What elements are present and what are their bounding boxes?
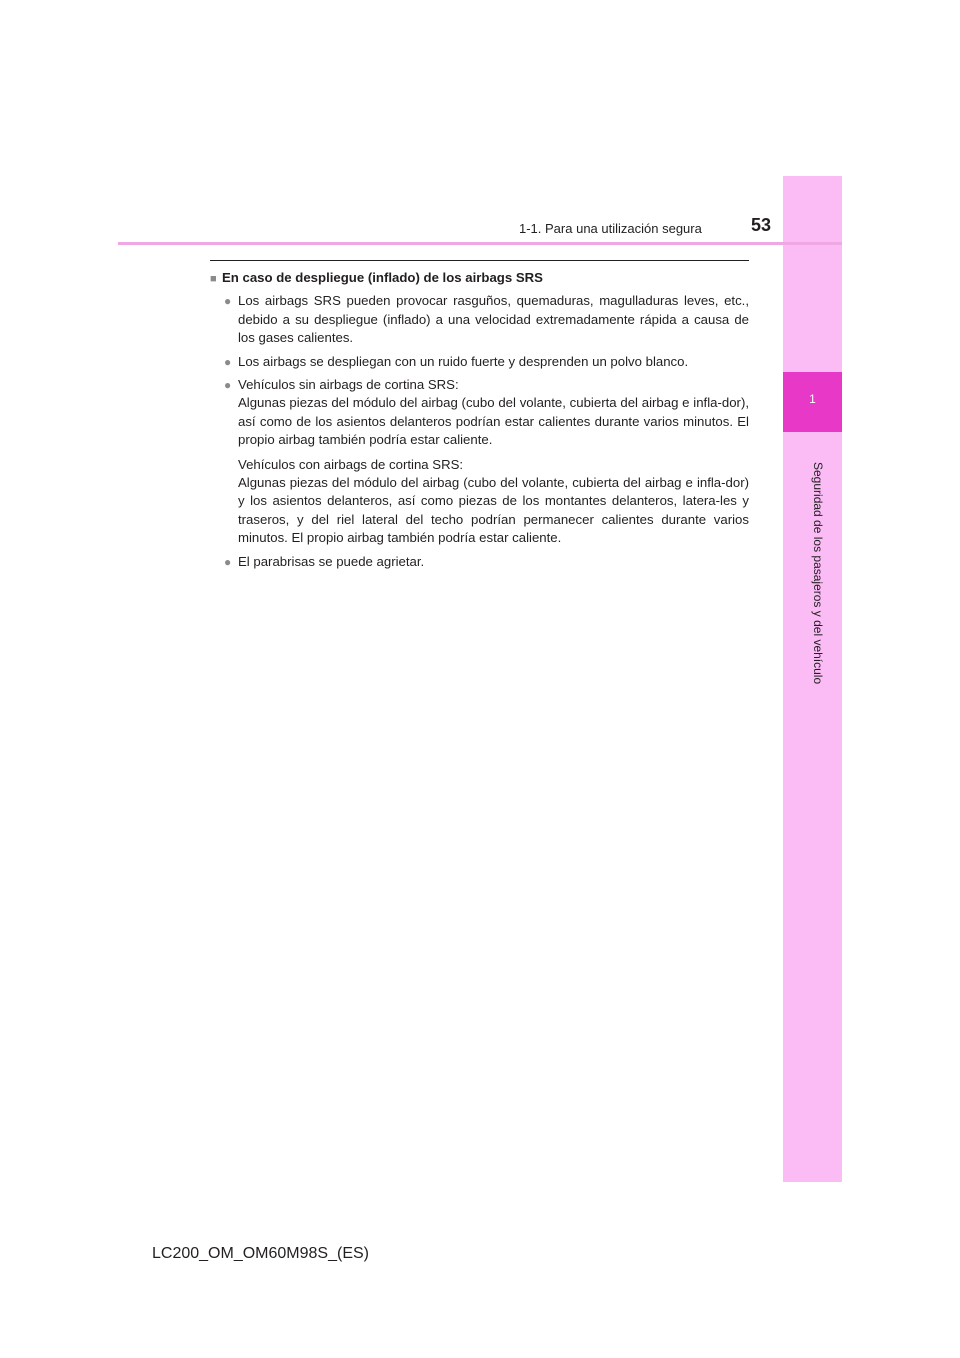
list-item: [224, 292, 749, 347]
circle-bullet-icon: ●: [224, 378, 232, 393]
chapter-number: 1: [809, 392, 816, 406]
item-text: Los airbags SRS pueden provocar rasguños, quemaduras, magulladuras leves, etc., debido a su despliegue (inflado) a una velocidad extremadamente rápida a causa de los gases calientes.: [238, 293, 749, 346]
heading-text: En caso de despliegue (inflado) de los airbags SRS: [222, 270, 543, 285]
list-item: [224, 376, 749, 548]
item-body: Algunas piezas del módulo del airbag (cubo del volante, cubierta del airbag e infla-dor) y los asientos delanteros, así como piezas de los montantes delanteros, latera-les y traseros, y del riel lateral del techo podrían permanecer calientes durante varios minutos. El propio airbag también podría estar caliente.: [238, 475, 749, 546]
item-text: [238, 376, 749, 450]
content-top-rule: [210, 260, 749, 261]
section-title: 1-1. Para una utilización segura: [519, 221, 702, 236]
header-divider: [118, 242, 842, 245]
item-text: [238, 456, 749, 548]
item-subheading: Vehículos sin airbags de cortina SRS:: [238, 377, 459, 393]
section-heading: [210, 269, 749, 288]
item-text: El parabrisas se puede agrietar.: [238, 553, 425, 569]
circle-bullet-icon: ●: [224, 294, 232, 309]
chapter-label: Seguridad de los pasajeros y del vehículo: [811, 462, 825, 685]
circle-bullet-icon: ●: [224, 554, 232, 569]
item-body: Algunas piezas del módulo del airbag (cubo del volante, cubierta del airbag e infla-dor), así como de los asientos delanteros podrían estar calientes durante varios minutos. El propio airbag también podría estar caliente.: [238, 395, 749, 448]
circle-bullet-icon: ●: [224, 354, 232, 369]
item-text: Los airbags se despliegan con un ruido fuerte y desprenden un polvo blanco.: [238, 353, 689, 369]
list-item: [224, 353, 749, 371]
main-content: [210, 260, 749, 576]
square-bullet-icon: ■: [210, 273, 217, 285]
page-number: 53: [751, 215, 772, 235]
item-subheading: Vehículos con airbags de cortina SRS:: [238, 456, 464, 472]
document-code: LC200_OM_OM60M98S_(ES): [152, 1245, 369, 1262]
list-item: [224, 553, 749, 571]
